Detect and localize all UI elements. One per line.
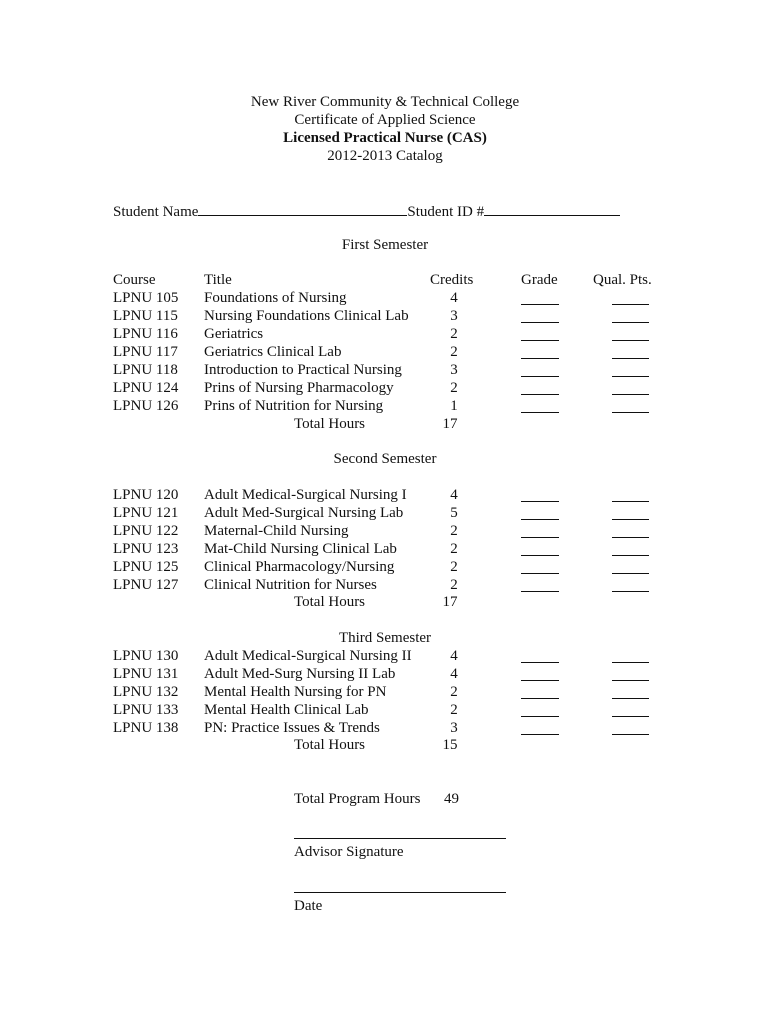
program-total-label: Total Program Hours <box>294 791 421 807</box>
course-row <box>0 380 770 398</box>
qual-pts-blank[interactable] <box>612 648 649 663</box>
qual-pts-blank[interactable] <box>612 666 649 681</box>
course-row <box>0 290 770 308</box>
course-code: LPNU 116 <box>113 326 178 342</box>
total-hours-label: Total Hours <box>294 737 366 753</box>
course-title: Introduction to Practical Nursing <box>204 362 402 378</box>
qual-pts-blank[interactable] <box>612 344 649 359</box>
total-hours-label: Total Hours <box>294 416 366 432</box>
date-line[interactable] <box>294 892 506 893</box>
course-title: PN: Practice Issues & Trends <box>204 720 380 736</box>
program-total-row <box>0 791 770 809</box>
semester-title: First Semester <box>341 237 429 253</box>
qual-pts-blank[interactable] <box>612 559 649 574</box>
qual-pts-blank[interactable] <box>612 523 649 538</box>
qual-pts-blank[interactable] <box>612 541 649 556</box>
course-row <box>0 523 770 541</box>
course-credits: 2 <box>450 577 458 593</box>
course-credits: 5 <box>450 505 458 521</box>
course-title: Mental Health Clinical Lab <box>204 702 369 718</box>
qual-pts-blank[interactable] <box>612 577 649 592</box>
course-code: LPNU 133 <box>113 702 179 718</box>
course-credits: 2 <box>450 380 458 396</box>
grade-blank[interactable] <box>521 380 559 395</box>
course-row <box>0 541 770 559</box>
course-credits: 2 <box>450 541 458 557</box>
grade-blank[interactable] <box>521 541 559 556</box>
qual-pts-blank[interactable] <box>612 720 649 735</box>
course-row <box>0 577 770 595</box>
course-row <box>0 702 770 720</box>
course-row <box>0 487 770 505</box>
advisor-signature-line[interactable] <box>294 838 506 839</box>
course-code: LPNU 115 <box>113 308 178 324</box>
course-credits: 4 <box>450 290 458 306</box>
grade-blank[interactable] <box>521 559 559 574</box>
qual-pts-blank[interactable] <box>612 505 649 520</box>
course-credits: 2 <box>450 684 458 700</box>
course-credits: 2 <box>450 326 458 342</box>
student-id-label: Student ID # <box>407 204 485 220</box>
grade-column-header: Grade <box>521 272 558 288</box>
qual-pts-blank[interactable] <box>612 684 649 699</box>
grade-blank[interactable] <box>521 702 559 717</box>
program-title: Licensed Practical Nurse (CAS) <box>283 130 487 146</box>
grade-blank[interactable] <box>521 344 559 359</box>
student-name-label: Student Name <box>113 204 199 220</box>
course-credits: 4 <box>450 648 458 664</box>
course-code: LPNU 130 <box>113 648 179 664</box>
title-column-header: Title <box>204 272 232 288</box>
advisor-signature-label: Advisor Signature <box>294 844 404 860</box>
qual-pts-blank[interactable] <box>612 290 649 305</box>
course-credits: 3 <box>450 308 458 324</box>
student-id-field[interactable] <box>484 201 620 216</box>
column-headers <box>0 272 770 290</box>
course-credits: 3 <box>450 362 458 378</box>
grade-blank[interactable] <box>521 308 559 323</box>
course-title: Mat-Child Nursing Clinical Lab <box>204 541 397 557</box>
grade-blank[interactable] <box>521 666 559 681</box>
course-title: Clinical Pharmacology/Nursing <box>204 559 395 575</box>
total-hours-row <box>0 416 770 434</box>
course-code: LPNU 120 <box>113 487 179 503</box>
course-title: Maternal-Child Nursing <box>204 523 349 539</box>
college-name: New River Community & Technical College <box>250 94 520 110</box>
course-credits: 2 <box>450 344 458 360</box>
course-title: Geriatrics Clinical Lab <box>204 344 342 360</box>
course-title: Foundations of Nursing <box>204 290 347 306</box>
course-title: Prins of Nursing Pharmacology <box>204 380 394 396</box>
course-code: LPNU 132 <box>113 684 179 700</box>
course-credits: 2 <box>450 559 458 575</box>
course-code: LPNU 105 <box>113 290 179 306</box>
qual-pts-blank[interactable] <box>612 380 649 395</box>
credits-column-header: Credits <box>430 272 474 288</box>
grade-blank[interactable] <box>521 577 559 592</box>
course-credits: 3 <box>450 720 458 736</box>
grade-blank[interactable] <box>521 326 559 341</box>
course-row <box>0 308 770 326</box>
grade-blank[interactable] <box>521 684 559 699</box>
qual-pts-column-header: Qual. Pts. <box>593 272 652 288</box>
grade-blank[interactable] <box>521 720 559 735</box>
course-row <box>0 326 770 344</box>
course-title: Adult Medical-Surgical Nursing II <box>204 648 412 664</box>
course-row <box>0 684 770 702</box>
course-row <box>0 666 770 684</box>
total-hours-value: 17 <box>442 416 458 432</box>
course-row <box>0 362 770 380</box>
catalog-year: 2012-2013 Catalog <box>327 148 443 164</box>
grade-blank[interactable] <box>521 487 559 502</box>
course-code: LPNU 127 <box>113 577 179 593</box>
course-code: LPNU 125 <box>113 559 179 575</box>
total-hours-value: 15 <box>442 737 458 753</box>
qual-pts-blank[interactable] <box>612 702 649 717</box>
course-code: LPNU 131 <box>113 666 179 682</box>
course-title: Clinical Nutrition for Nurses <box>204 577 377 593</box>
total-hours-label: Total Hours <box>294 594 366 610</box>
qual-pts-blank[interactable] <box>612 362 649 377</box>
course-title: Mental Health Nursing for PN <box>204 684 387 700</box>
grade-blank[interactable] <box>521 398 559 413</box>
course-title: Adult Medical-Surgical Nursing I <box>204 487 407 503</box>
grade-blank[interactable] <box>521 648 559 663</box>
qual-pts-blank[interactable] <box>612 308 649 323</box>
course-title: Nursing Foundations Clinical Lab <box>204 308 409 324</box>
total-hours-row <box>0 737 770 755</box>
course-code: LPNU 117 <box>113 344 178 360</box>
course-code: LPNU 122 <box>113 523 179 539</box>
course-code: LPNU 121 <box>113 505 179 521</box>
course-code: LPNU 118 <box>113 362 178 378</box>
qual-pts-blank[interactable] <box>612 398 649 413</box>
course-row <box>0 505 770 523</box>
course-row <box>0 648 770 666</box>
semester-title: Second Semester <box>333 451 437 467</box>
course-credits: 4 <box>450 666 458 682</box>
qual-pts-blank[interactable] <box>612 326 649 341</box>
course-credits: 1 <box>450 398 458 414</box>
course-title: Adult Med-Surg Nursing II Lab <box>204 666 396 682</box>
program-total-value: 49 <box>444 791 459 807</box>
course-code: LPNU 138 <box>113 720 179 736</box>
total-hours-value: 17 <box>442 594 458 610</box>
semester-title: Third Semester <box>338 630 432 646</box>
grade-blank[interactable] <box>521 362 559 377</box>
course-title: Geriatrics <box>204 326 264 342</box>
student-info-line <box>113 201 620 221</box>
course-column-header: Course <box>113 272 156 288</box>
grade-blank[interactable] <box>521 505 559 520</box>
course-credits: 2 <box>450 702 458 718</box>
grade-blank[interactable] <box>521 290 559 305</box>
total-hours-row <box>0 594 770 612</box>
course-row <box>0 559 770 577</box>
qual-pts-blank[interactable] <box>612 487 649 502</box>
course-row <box>0 720 770 738</box>
student-name-field[interactable] <box>198 201 407 216</box>
course-row <box>0 344 770 362</box>
course-code: LPNU 126 <box>113 398 179 414</box>
course-title: Prins of Nutrition for Nursing <box>204 398 384 414</box>
grade-blank[interactable] <box>521 523 559 538</box>
course-title: Adult Med-Surgical Nursing Lab <box>204 505 404 521</box>
course-code: LPNU 123 <box>113 541 179 557</box>
course-code: LPNU 124 <box>113 380 179 396</box>
course-row <box>0 398 770 416</box>
course-credits: 2 <box>450 523 458 539</box>
certificate-type: Certificate of Applied Science <box>294 112 476 128</box>
course-credits: 4 <box>450 487 458 503</box>
date-label: Date <box>294 898 323 914</box>
